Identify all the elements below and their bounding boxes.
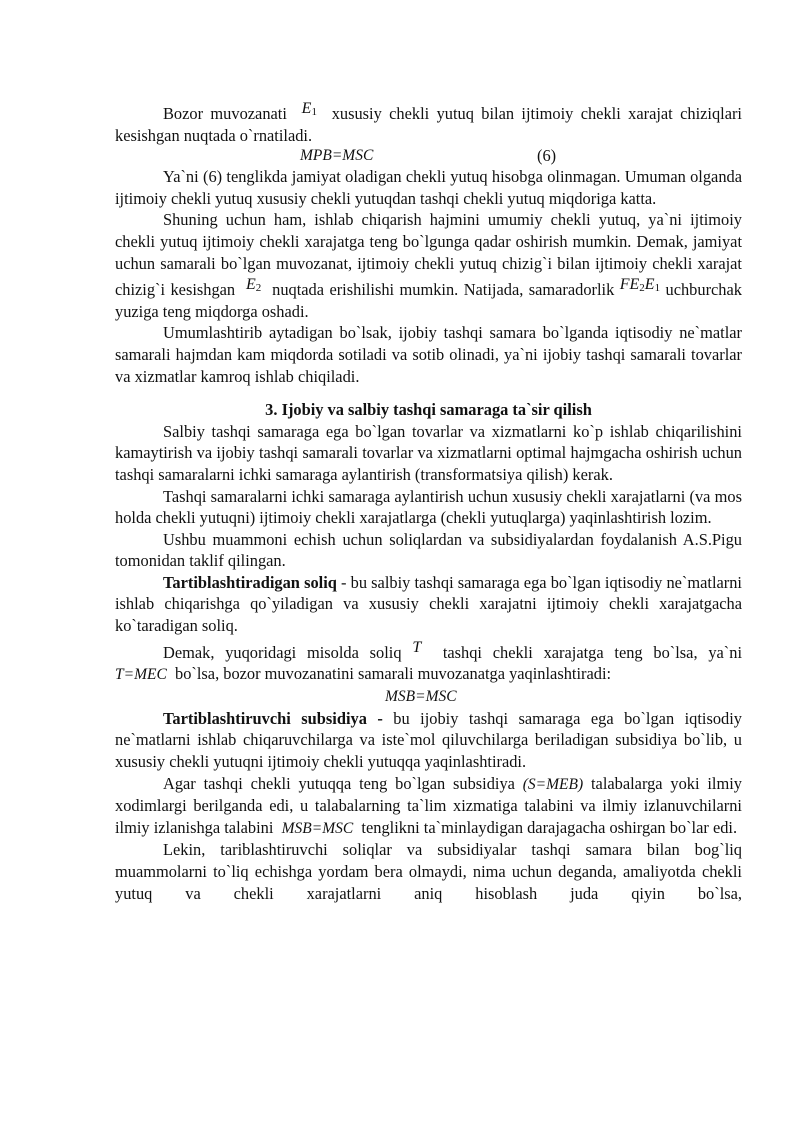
section-heading: 3. Ijobiy va salbiy tashqi samaraga ta`sir qilish: [265, 400, 592, 420]
fe2e1-symbol: FE2E1: [619, 276, 661, 295]
formula-6: [115, 146, 742, 166]
term-corrective-tax: Tartiblashtiradigan soliq: [163, 572, 337, 592]
formula-msb-msc: [115, 686, 742, 708]
e2-symbol: E2: [246, 276, 262, 295]
paragraph-transformation: Salbiy tashqi samaraga ega bo`lgan tovarlar va xizmatlarni ko`p ishlab chiqarilishini kamaytirish va ijobiy tashqi samarali tovarlar va xizmatlarni optimal hajmgacha oshirish uchun tashqi samaralarni ichki samaraga aylantirish (transformatsiya qilish) kerak.: [115, 421, 742, 484]
formula-msb-msc-text: MSB=MSC: [385, 687, 457, 705]
paragraph-corrective-subsidy: Tartiblashtiruvchi subsidiya - bu ijobiy tashqi samaraga ega bo`lgan iqtisodiy ne`matlarni ishlab chiqaruvchilarga va iste`mol qiluvchilarga beriladigan subsidiya bo`lib, u xususiy chekli yutuqni ijtimoiy chekli yutuqqa yaqinlashtiradi.: [115, 708, 742, 772]
e1-symbol: E1: [301, 100, 317, 118]
paragraph-efficient-equilibrium: Shuning uchun ham, ishlab chiqarish hajmini umumiy chekli yutuq, ya`ni ijtimoiy chekli yutuq ijtimoiy chekli xarajatga teng bo`lgunga qadar oshirish mumkin. Demak, jamiyat uchun samarali bo`lgan muvozanat, ijtimoiy chekli yutuq chizig`i bilan ijtimoiy chekli xarajat chizig`i kesishgan E2 nuqtada erishilishi mumkin. Natijada, samaradorlik FE2E1 uchburchak yuziga teng miqdorga oshadi.: [115, 210, 742, 321]
text: Bozor muvozanati: [163, 104, 287, 123]
msb-msc-inline: MSB=MSC: [281, 819, 354, 837]
paragraph-summary: Umumlashtirib aytadigan bo`lsak, ijobiy tashqi samara bo`lganda iqtisodiy ne`matlar samarali hajmdan kam miqdorda sotiladi va sotib olinadi, ya`ni ijobiy tashqi samarali tovarlar va xizmatlar kamroq ishlab chiqiladi.: [115, 323, 742, 386]
paragraph-pigou: Ushbu muammoni echish uchun soliqlardan va subsidiyalardan foydalanish A.S.Pigu tomonidan taklif qilingan.: [115, 529, 742, 571]
paragraph-explanation: Ya`ni (6) tenglikda jamiyat oladigan chekli yutuq hisobga olinmagan. Umuman olganda ijtimoiy chekli yutuq xususiy chekli yutuqdan tashqi chekli yutuq miqdoriga katta.: [115, 167, 742, 208]
formula-mpb-msc: MPB=MSC: [300, 147, 374, 165]
term-corrective-subsidy: Tartiblashtiruvchi subsidiya -: [163, 708, 383, 728]
paragraph-corrective-tax: Tartiblashtiradigan soliq - bu salbiy tashqi samaraga ega bo`lgan iqtisodiy ne`matlarni ishlab chiqarishga qo`yiladigan va xususiy chekli xarajatni ijtimoiy chekli xarajatgacha ko`taradigan soliq.: [115, 572, 742, 636]
paragraph-subsidy-example: Agar tashqi chekli yutuqqa teng bo`lgan subsidiya (S=MEB) talabalarga yoki ilmiy xodimlargi berilganda edi, u talabalarning ta`lim xizmatiga talabini va ilmiy izlanuvchilarni ilmiy izlanishga talabini MSB=MSC tenglikni ta`minlaydigan darajagacha oshirgan bo`lar edi.: [115, 773, 742, 837]
paragraph-market-equilibrium: Bozor muvozanati E1 xususiy chekli yutuq bilan ijtimoiy chekli xarajat chiziqlari kesishgan nuqtada o`rnatiladi.: [115, 100, 742, 145]
formula-number: (6): [537, 146, 557, 166]
t-mec-formula: T=MEC: [115, 666, 167, 684]
paragraph-limitations: Lekin, tariblashtiruvchi soliqlar va subsidiyalar tashqi samara bilan bog`liq muammolarni to`liq echishga yordam bera olmaydi, nima uchun deganda, amaliyotda chekli yutuq va chekli xarajatlarni aniq hisoblash juda qiyin bo`lsa,: [115, 840, 742, 903]
paragraph-tax-example: Demak, yuqoridagi misolda soliq T tashqi chekli xarajatga teng bo`lsa, ya`ni T=MEC bo`lsa, bozor muvozanatini samarali muvozanatga yaqinlashtiradi:: [115, 638, 743, 684]
s-meb-formula: (S=MEB): [522, 775, 584, 793]
t-symbol: T: [412, 638, 422, 656]
paragraph-internalization: Tashqi samaralarni ichki samaraga aylantirish uchun xususiy chekli xarajatlarni (va mos holda chekli yutuqni) ijtimoiy chekli xarajatlarga (chekli yutuqlarga) yaqinlashtirish lozim.: [115, 486, 742, 528]
